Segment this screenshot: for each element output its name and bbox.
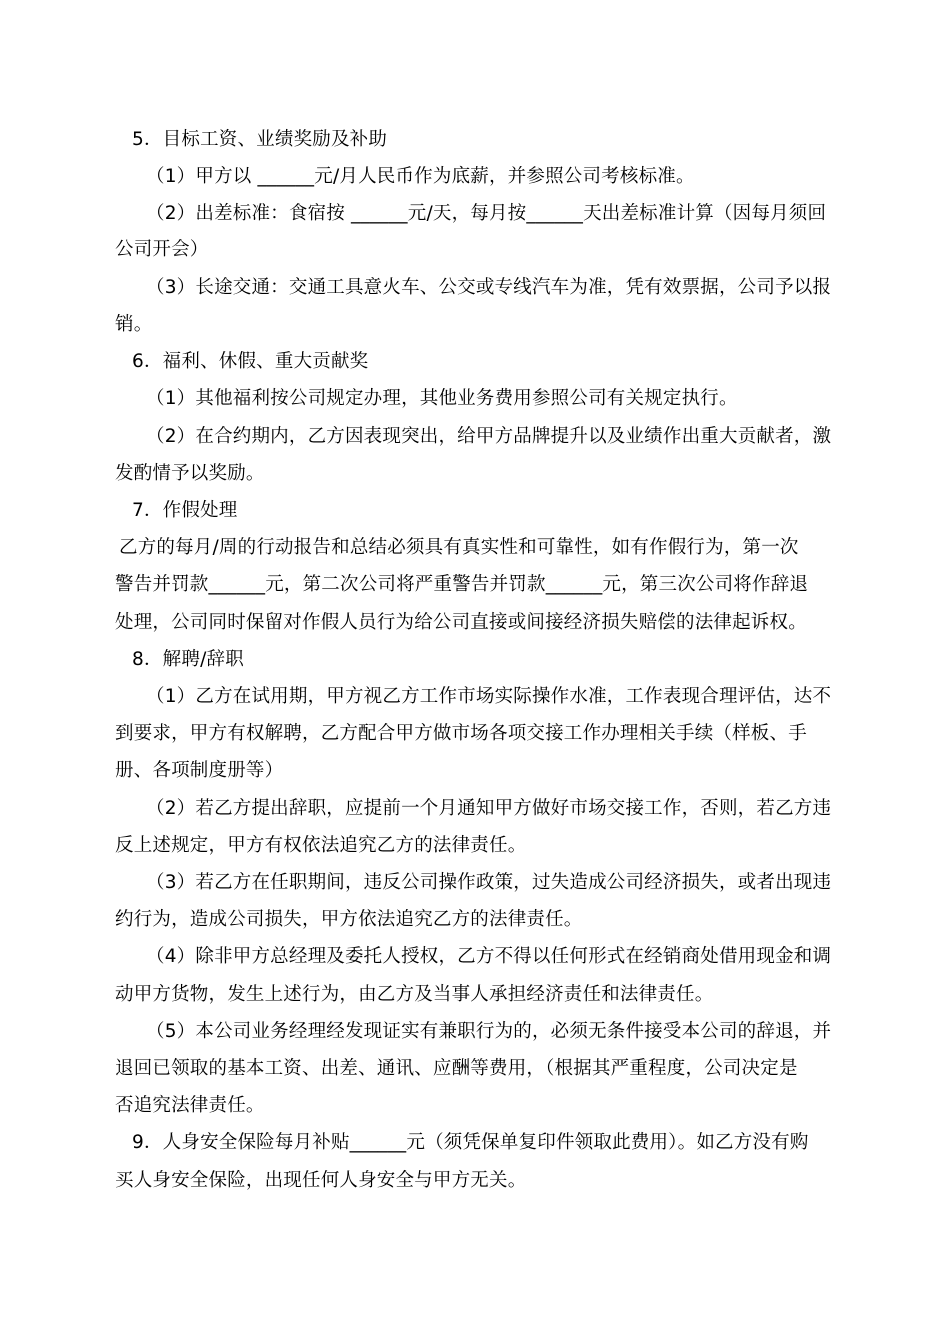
clause-8-2-line-2: 反上述规定，甲方有权依法追究乙方的法律责任。: [115, 835, 527, 856]
clause-5-3-line-2: 销。: [115, 314, 153, 335]
clause-6-2-line-1: （2）在合约期内，乙方因表现突出，给甲方品牌提升以及业绩作出重大贡献者，激: [146, 426, 832, 447]
clause-8-1-line-2: 到要求，甲方有权解聘，乙方配合甲方做市场各项交接工作办理相关手续（样板、手: [115, 723, 807, 744]
clause-8-3-line-1: （3）若乙方在任职期间，违反公司操作政策，过失造成公司经济损失，或者出现违: [146, 872, 832, 893]
clause-8-4-line-1: （4）除非甲方总经理及委托人授权，乙方不得以任何形式在经销商处借用现金和调: [146, 946, 832, 967]
clause-6-1: （1）其他福利按公司规定办理，其他业务费用参照公司有关规定执行。: [146, 388, 738, 409]
clause-8-4-line-2: 动甲方货物，发生上述行为，由乙方及当事人承担经济责任和法律责任。: [115, 984, 714, 1005]
section-9-line-2: 买人身安全保险，出现任何人身安全与甲方无关。: [115, 1170, 527, 1191]
clause-8-5-line-3: 否追究法律责任。: [115, 1095, 265, 1116]
clause-8-5-line-1: （5）本公司业务经理经发现证实有兼职行为的，必须无条件接受本公司的辞退，并: [146, 1021, 832, 1042]
clause-8-3-line-2: 约行为，造成公司损失，甲方依法追究乙方的法律责任。: [115, 909, 583, 930]
clause-8-1-line-1: （1）乙方在试用期，甲方视乙方工作市场实际操作水准，工作表现合理评估，达不: [146, 686, 832, 707]
clause-6-2-line-2: 发酌情予以奖励。: [115, 463, 265, 484]
clause-8-5-line-2: 退回已领取的基本工资、出差、通讯、应酬等费用，（根据其严重程度，公司决定是: [115, 1058, 798, 1079]
clause-5-2-line-1: （2）出差标准：食宿按 ______元/天，每月按______天出差标准计算（因每月须回: [146, 203, 827, 224]
section-8-heading: 8．解聘/辞职: [132, 649, 244, 670]
section-7-heading: 7．作假处理: [132, 500, 238, 521]
section-7-line-2: 警告并罚款______元，第二次公司将严重警告并罚款______元，第三次公司将作辞退: [115, 574, 809, 595]
clause-5-1: （1）甲方以 ______元/月人民币作为底薪，并参照公司考核标准。: [146, 166, 695, 187]
clause-8-1-line-3: 册、各项制度册等）: [115, 760, 284, 781]
section-9-line-1: 9．人身安全保险每月补贴______元（须凭保单复印件领取此费用）。如乙方没有购: [132, 1132, 809, 1153]
section-5-heading: 5．目标工资、业绩奖励及补助: [132, 129, 388, 150]
section-7-line-1: 乙方的每月/周的行动报告和总结必须具有真实性和可靠性，如有作假行为，第一次: [119, 537, 799, 558]
clause-5-3-line-1: （3）长途交通：交通工具意火车、公交或专线汽车为准，凭有效票据，公司予以报: [146, 277, 832, 298]
clause-8-2-line-1: （2）若乙方提出辞职，应提前一个月通知甲方做好市场交接工作，否则，若乙方违: [146, 798, 832, 819]
clause-5-2-line-2: 公司开会）: [115, 239, 209, 260]
section-7-line-3: 处理，公司同时保留对作假人员行为给公司直接或间接经济损失赔偿的法律起诉权。: [115, 612, 807, 633]
section-6-heading: 6．福利、休假、重大贡献奖: [132, 351, 369, 372]
